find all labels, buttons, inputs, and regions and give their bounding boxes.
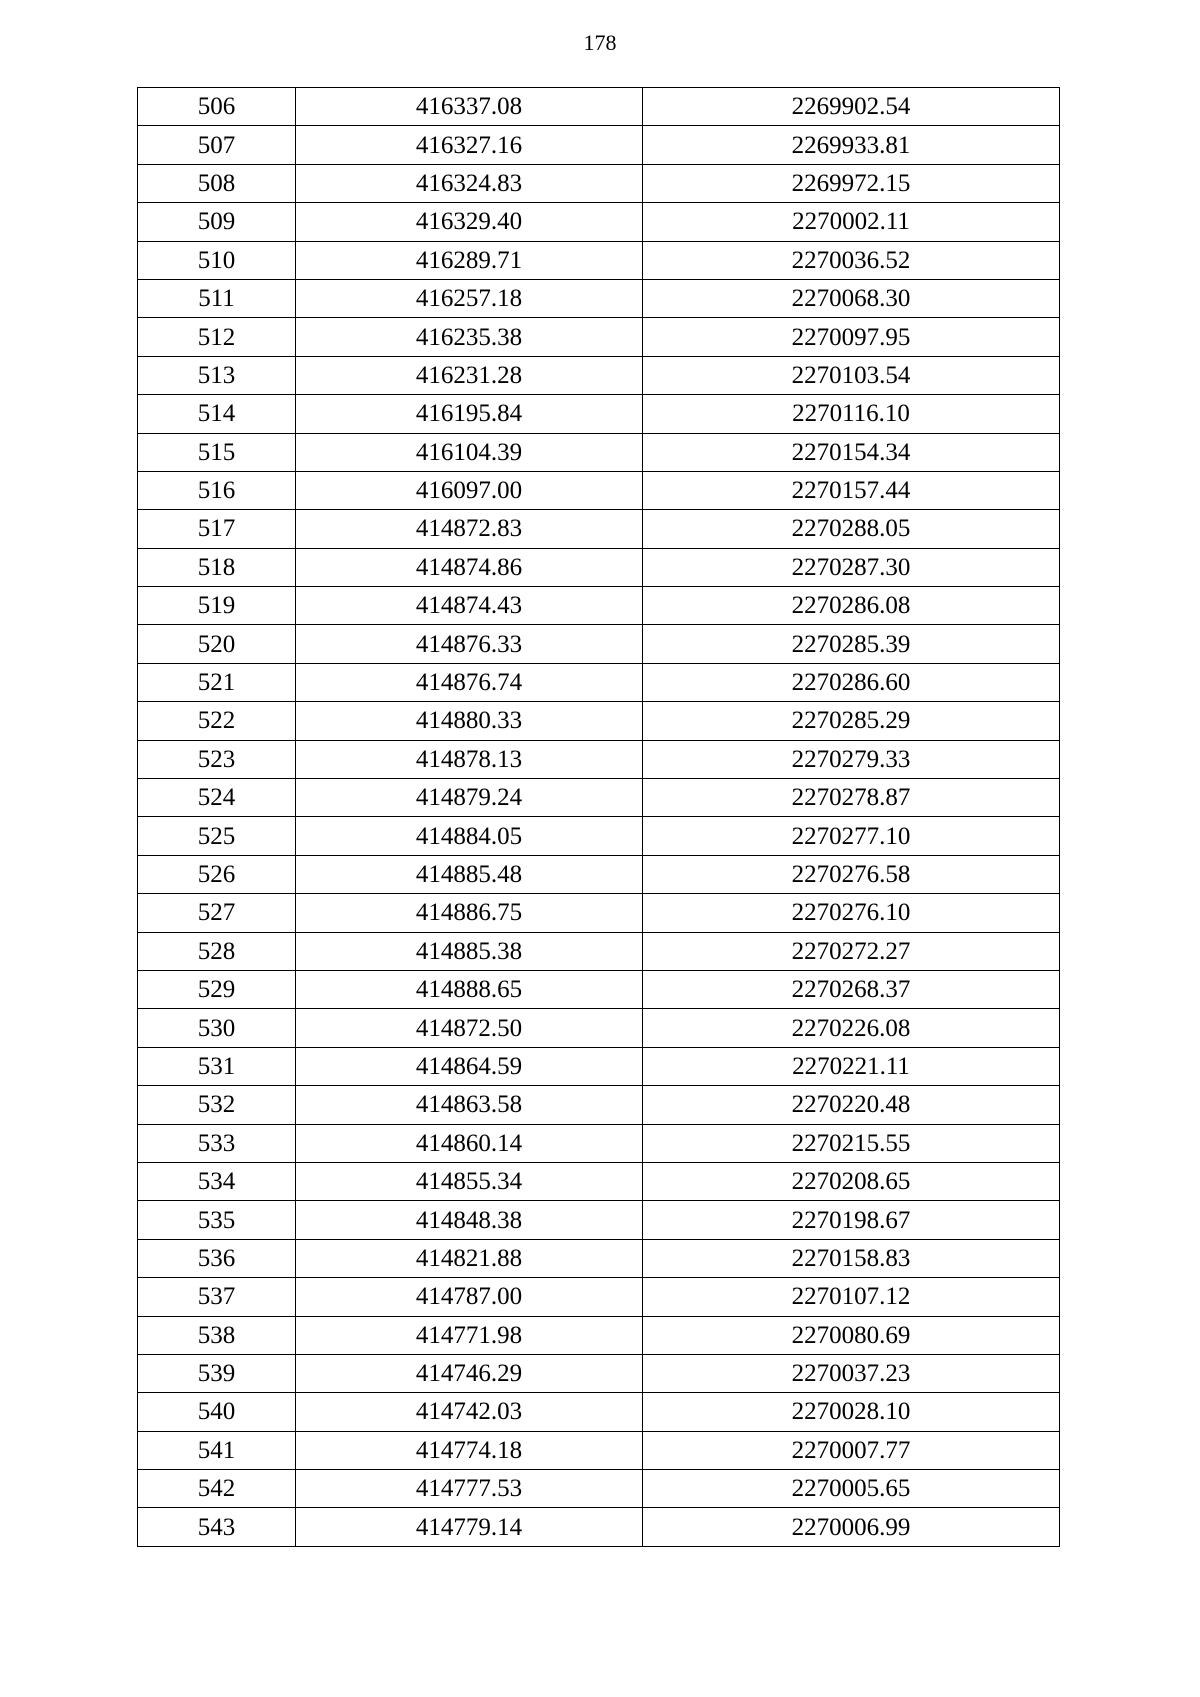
point-number-cell: 535 (138, 1201, 296, 1239)
y-coordinate-cell: 2269972.15 (643, 164, 1060, 202)
x-coordinate-cell: 414779.14 (296, 1508, 643, 1546)
point-number-cell: 532 (138, 1086, 296, 1124)
table-row (138, 817, 1060, 855)
y-coordinate-cell: 2270154.34 (643, 433, 1060, 471)
x-coordinate-cell: 416337.08 (296, 88, 643, 126)
y-coordinate-cell: 2270037.23 (643, 1354, 1060, 1392)
point-number-cell: 508 (138, 164, 296, 202)
table-row (138, 433, 1060, 471)
y-coordinate-cell: 2270276.58 (643, 855, 1060, 893)
x-coordinate-cell: 414774.18 (296, 1431, 643, 1469)
point-number-cell: 511 (138, 279, 296, 317)
coordinates-table (137, 87, 1060, 1547)
table-row (138, 1201, 1060, 1239)
x-coordinate-cell: 414864.59 (296, 1047, 643, 1085)
y-coordinate-cell: 2270103.54 (643, 356, 1060, 394)
table-row (138, 1047, 1060, 1085)
x-coordinate-cell: 414787.00 (296, 1278, 643, 1316)
table-row (138, 663, 1060, 701)
table-row (138, 1124, 1060, 1162)
x-coordinate-cell: 416289.71 (296, 241, 643, 279)
y-coordinate-cell: 2270226.08 (643, 1009, 1060, 1047)
point-number-cell: 523 (138, 740, 296, 778)
point-number-cell: 518 (138, 548, 296, 586)
point-number-cell: 517 (138, 510, 296, 548)
y-coordinate-cell: 2270158.83 (643, 1239, 1060, 1277)
point-number-cell: 522 (138, 702, 296, 740)
table-row (138, 740, 1060, 778)
table-row (138, 126, 1060, 164)
table-row (138, 395, 1060, 433)
table-row (138, 510, 1060, 548)
x-coordinate-cell: 416329.40 (296, 203, 643, 241)
y-coordinate-cell: 2270068.30 (643, 279, 1060, 317)
point-number-cell: 524 (138, 779, 296, 817)
y-coordinate-cell: 2270208.65 (643, 1162, 1060, 1200)
y-coordinate-cell: 2270005.65 (643, 1470, 1060, 1508)
point-number-cell: 507 (138, 126, 296, 164)
table-row (138, 548, 1060, 586)
x-coordinate-cell: 414885.48 (296, 855, 643, 893)
x-coordinate-cell: 416257.18 (296, 279, 643, 317)
x-coordinate-cell: 414888.65 (296, 970, 643, 1008)
point-number-cell: 514 (138, 395, 296, 433)
point-number-cell: 543 (138, 1508, 296, 1546)
table-row (138, 1470, 1060, 1508)
x-coordinate-cell: 416195.84 (296, 395, 643, 433)
y-coordinate-cell: 2270007.77 (643, 1431, 1060, 1469)
x-coordinate-cell: 414848.38 (296, 1201, 643, 1239)
y-coordinate-cell: 2270268.37 (643, 970, 1060, 1008)
x-coordinate-cell: 414863.58 (296, 1086, 643, 1124)
x-coordinate-cell: 414885.38 (296, 932, 643, 970)
y-coordinate-cell: 2270097.95 (643, 318, 1060, 356)
point-number-cell: 527 (138, 894, 296, 932)
x-coordinate-cell: 414821.88 (296, 1239, 643, 1277)
y-coordinate-cell: 2270285.39 (643, 625, 1060, 663)
y-coordinate-cell: 2270286.60 (643, 663, 1060, 701)
x-coordinate-cell: 414884.05 (296, 817, 643, 855)
table-row (138, 1508, 1060, 1546)
point-number-cell: 534 (138, 1162, 296, 1200)
y-coordinate-cell: 2270287.30 (643, 548, 1060, 586)
point-number-cell: 516 (138, 471, 296, 509)
point-number-cell: 530 (138, 1009, 296, 1047)
x-coordinate-cell: 414771.98 (296, 1316, 643, 1354)
table-row (138, 1162, 1060, 1200)
point-number-cell: 533 (138, 1124, 296, 1162)
y-coordinate-cell: 2270288.05 (643, 510, 1060, 548)
y-coordinate-cell: 2270028.10 (643, 1393, 1060, 1431)
table-row (138, 855, 1060, 893)
y-coordinate-cell: 2270277.10 (643, 817, 1060, 855)
y-coordinate-cell: 2270036.52 (643, 241, 1060, 279)
x-coordinate-cell: 414855.34 (296, 1162, 643, 1200)
table-row (138, 356, 1060, 394)
table-row (138, 471, 1060, 509)
table-row (138, 203, 1060, 241)
point-number-cell: 540 (138, 1393, 296, 1431)
y-coordinate-cell: 2270157.44 (643, 471, 1060, 509)
point-number-cell: 537 (138, 1278, 296, 1316)
x-coordinate-cell: 414860.14 (296, 1124, 643, 1162)
y-coordinate-cell: 2270116.10 (643, 395, 1060, 433)
x-coordinate-cell: 414777.53 (296, 1470, 643, 1508)
point-number-cell: 515 (138, 433, 296, 471)
x-coordinate-cell: 416327.16 (296, 126, 643, 164)
table-row (138, 1354, 1060, 1392)
x-coordinate-cell: 416324.83 (296, 164, 643, 202)
point-number-cell: 519 (138, 587, 296, 625)
x-coordinate-cell: 414878.13 (296, 740, 643, 778)
point-number-cell: 536 (138, 1239, 296, 1277)
y-coordinate-cell: 2270006.99 (643, 1508, 1060, 1546)
table-row (138, 779, 1060, 817)
x-coordinate-cell: 414872.83 (296, 510, 643, 548)
x-coordinate-cell: 416231.28 (296, 356, 643, 394)
coordinates-table-body (138, 88, 1060, 1547)
point-number-cell: 525 (138, 817, 296, 855)
point-number-cell: 526 (138, 855, 296, 893)
table-row (138, 318, 1060, 356)
point-number-cell: 510 (138, 241, 296, 279)
x-coordinate-cell: 414876.33 (296, 625, 643, 663)
x-coordinate-cell: 414886.75 (296, 894, 643, 932)
table-row (138, 1086, 1060, 1124)
point-number-cell: 520 (138, 625, 296, 663)
table-row (138, 241, 1060, 279)
y-coordinate-cell: 2270220.48 (643, 1086, 1060, 1124)
x-coordinate-cell: 414872.50 (296, 1009, 643, 1047)
table-row (138, 279, 1060, 317)
table-row (138, 932, 1060, 970)
x-coordinate-cell: 414746.29 (296, 1354, 643, 1392)
table-row (138, 702, 1060, 740)
point-number-cell: 539 (138, 1354, 296, 1392)
x-coordinate-cell: 414876.74 (296, 663, 643, 701)
point-number-cell: 538 (138, 1316, 296, 1354)
y-coordinate-cell: 2270278.87 (643, 779, 1060, 817)
x-coordinate-cell: 414874.86 (296, 548, 643, 586)
y-coordinate-cell: 2270285.29 (643, 702, 1060, 740)
table-row (138, 894, 1060, 932)
x-coordinate-cell: 416104.39 (296, 433, 643, 471)
y-coordinate-cell: 2270198.67 (643, 1201, 1060, 1239)
table-row (138, 587, 1060, 625)
table-row (138, 1431, 1060, 1469)
y-coordinate-cell: 2270215.55 (643, 1124, 1060, 1162)
point-number-cell: 513 (138, 356, 296, 394)
y-coordinate-cell: 2269902.54 (643, 88, 1060, 126)
y-coordinate-cell: 2270272.27 (643, 932, 1060, 970)
y-coordinate-cell: 2270279.33 (643, 740, 1060, 778)
table-row (138, 1278, 1060, 1316)
table-row (138, 164, 1060, 202)
y-coordinate-cell: 2270107.12 (643, 1278, 1060, 1316)
y-coordinate-cell: 2270080.69 (643, 1316, 1060, 1354)
y-coordinate-cell: 2270002.11 (643, 203, 1060, 241)
x-coordinate-cell: 414879.24 (296, 779, 643, 817)
x-coordinate-cell: 414742.03 (296, 1393, 643, 1431)
x-coordinate-cell: 414874.43 (296, 587, 643, 625)
table-row (138, 1239, 1060, 1277)
y-coordinate-cell: 2270221.11 (643, 1047, 1060, 1085)
x-coordinate-cell: 414880.33 (296, 702, 643, 740)
y-coordinate-cell: 2269933.81 (643, 126, 1060, 164)
point-number-cell: 512 (138, 318, 296, 356)
point-number-cell: 506 (138, 88, 296, 126)
point-number-cell: 541 (138, 1431, 296, 1469)
table-row (138, 1393, 1060, 1431)
page-number: 178 (583, 30, 617, 55)
table-row (138, 1009, 1060, 1047)
table-row (138, 970, 1060, 1008)
x-coordinate-cell: 416097.00 (296, 471, 643, 509)
x-coordinate-cell: 416235.38 (296, 318, 643, 356)
point-number-cell: 531 (138, 1047, 296, 1085)
point-number-cell: 509 (138, 203, 296, 241)
y-coordinate-cell: 2270286.08 (643, 587, 1060, 625)
table-row (138, 88, 1060, 126)
y-coordinate-cell: 2270276.10 (643, 894, 1060, 932)
table-row (138, 625, 1060, 663)
point-number-cell: 521 (138, 663, 296, 701)
point-number-cell: 528 (138, 932, 296, 970)
point-number-cell: 542 (138, 1470, 296, 1508)
point-number-cell: 529 (138, 970, 296, 1008)
table-row (138, 1316, 1060, 1354)
